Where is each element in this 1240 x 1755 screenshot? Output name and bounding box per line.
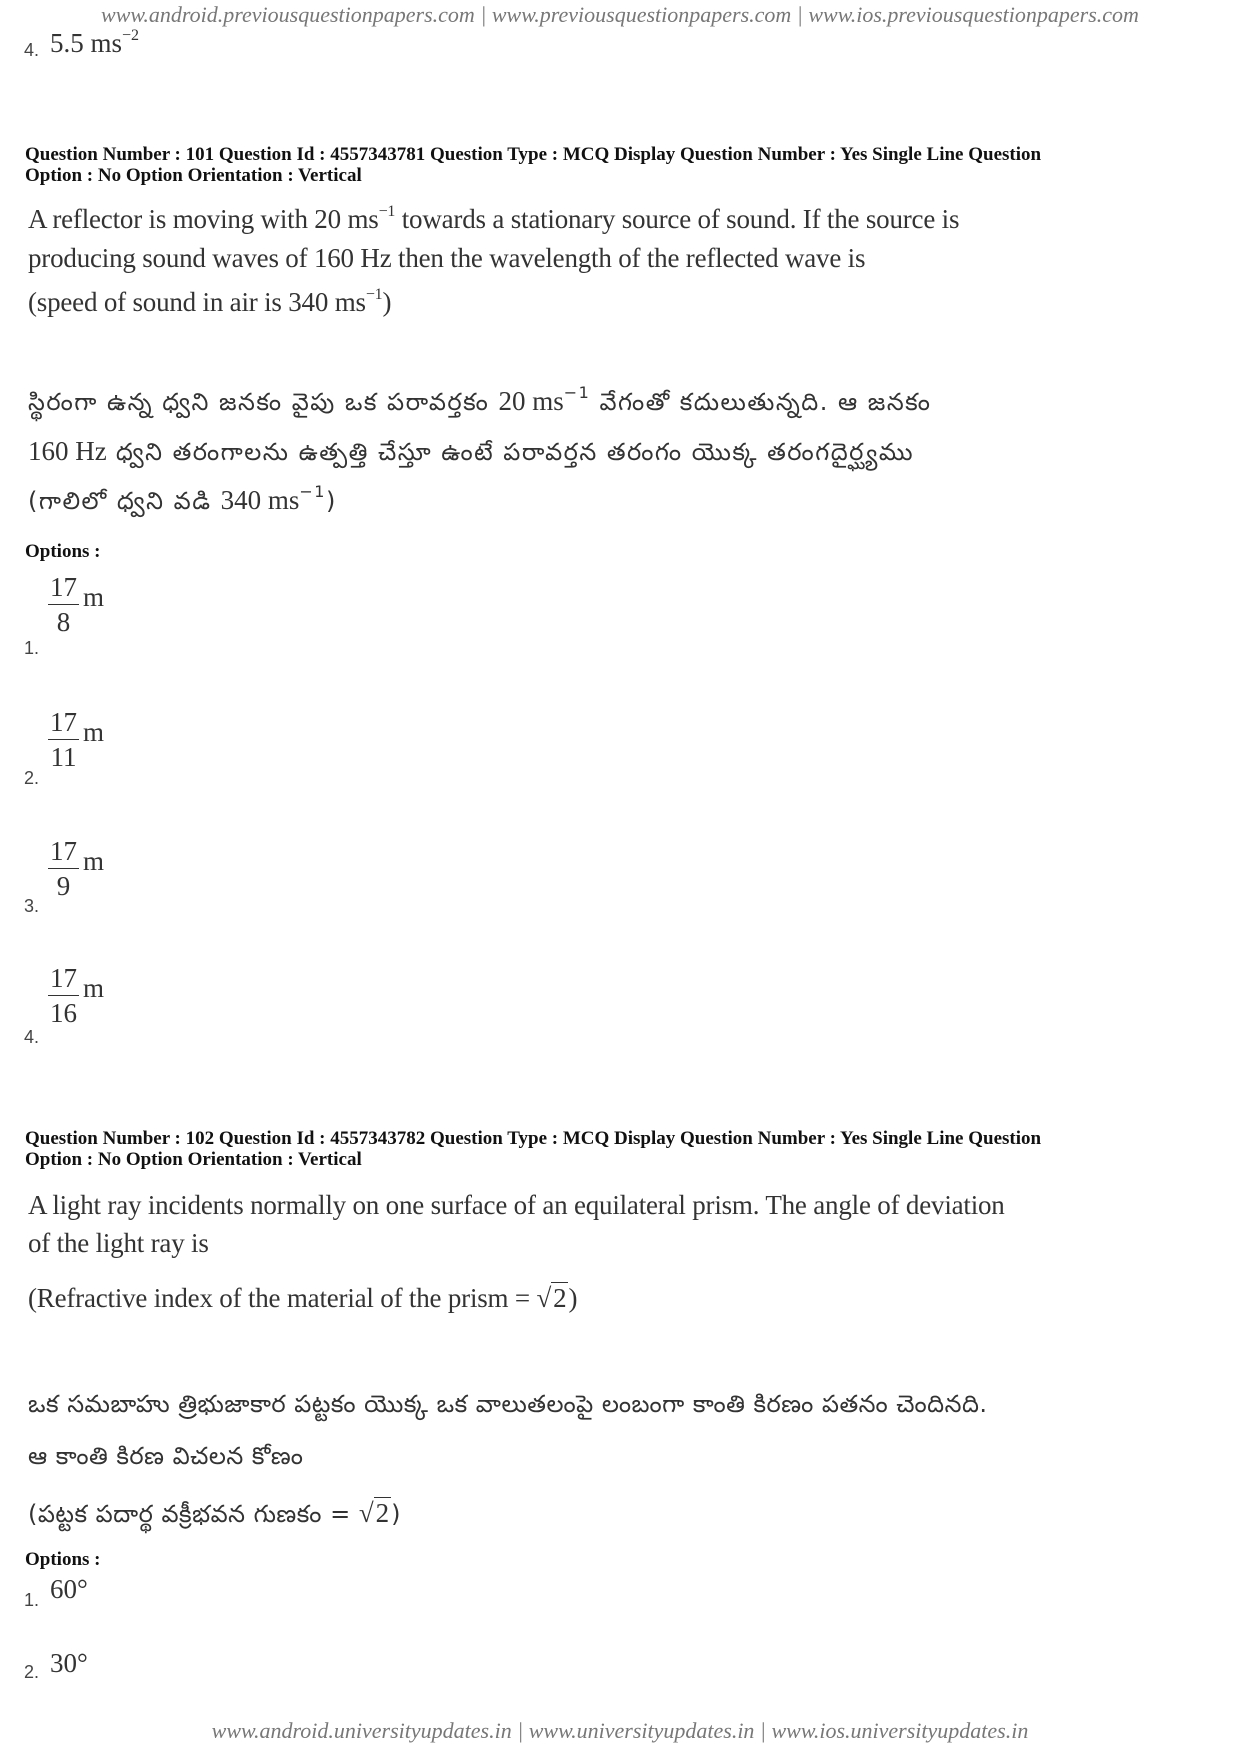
prev-option-number: 4. xyxy=(24,40,40,60)
q101-option-1-number[interactable]: 1. xyxy=(24,638,40,658)
q101-meta: Question Number : 101 Question Id : 4557343781 Question Type : MCQ Display Question Number : Yes Single Line Question Option : No Option Orientation : Vertical xyxy=(25,144,1042,186)
prev-option-value: 5.5 $ms^{-2}$ xyxy=(50,27,140,58)
header-watermark-links: www.android.previousquestionpapers.com | www.previousquestionpapers.com | www.ios.previousquestionpapers.com xyxy=(101,2,1139,27)
q102-telugu-line-1: ఒక సమబాహు త్రిభుజాకార పట్టకం యొక్క ఒక వాలుతలంపై లంబంగా కాంతి కిరణం పతనం చెందినది. xyxy=(28,1390,988,1418)
q101-option-1-value[interactable]: $\frac{17}{8}$ m xyxy=(50,572,105,637)
q101-telugu-line-3: (గాలిలో ధ్వని వడి 340 $ms^{-1}$) xyxy=(28,482,337,515)
q101-english-line-1: A reflector is moving with 20 $ms^{-1}$ towards a stationary source of sound. If the source is xyxy=(28,203,960,234)
q101-option-4-number[interactable]: 4. xyxy=(24,1027,40,1047)
q102-english-line-1: A light ray incidents normally on one surface of an equilateral prism. The angle of deviation xyxy=(28,1190,1005,1220)
q101-english-line-2: producing sound waves of 160 Hz then the wavelength of the reflected wave is xyxy=(28,243,866,273)
footer-watermark-links: www.android.universityupdates.in | www.universityupdates.in | www.ios.universityupdates.in xyxy=(211,1718,1029,1743)
q102-telugu-line-2: ఆ కాంతి కిరణ విచలన కోణం xyxy=(28,1442,304,1470)
q101-option-2-number[interactable]: 2. xyxy=(24,768,40,788)
q102-option-2-value[interactable]: 30° xyxy=(50,1648,88,1678)
q102-option-1-value[interactable]: 60° xyxy=(50,1574,88,1604)
q101-options-label: Options : xyxy=(25,541,101,562)
q102-options-label: Options : xyxy=(25,1549,101,1570)
q101-telugu-line-1: స్థిరంగా ఉన్న ధ్వని జనకం వైపు ఒక పరావర్తకం 20 $ms^{-1}$ వేగంతో కదులుతున్నది. ఆ జనకం xyxy=(28,383,932,416)
q101-option-2-value[interactable]: $\frac{17}{11}$ m xyxy=(50,707,105,772)
q102-option-2-number[interactable]: 2. xyxy=(24,1662,40,1682)
sqrt-symbol-telugu: √2 xyxy=(358,1498,390,1528)
q101-option-3-number[interactable]: 3. xyxy=(24,896,40,916)
q102-english-line-2: of the light ray is xyxy=(28,1228,209,1258)
q102-meta: Question Number : 102 Question Id : 4557343782 Question Type : MCQ Display Question Number : Yes Single Line Question Option : No Option Orientation : Vertical xyxy=(25,1128,1042,1170)
q101-english-line-3: (speed of sound in air is 340 $ms^{-1}$) xyxy=(28,286,392,317)
q101-option-4-value[interactable]: $\frac{17}{16}$ m xyxy=(50,963,105,1028)
q102-english-line-3: (Refractive index of the material of the prism = √2) xyxy=(28,1283,578,1313)
q101-telugu-line-2: 160 Hz ధ్వని తరంగాలను ఉత్పత్తి చేస్తూ ఉంటే పరావర్తన తరంగం యొక్క తరంగదైర్ఘ్యము xyxy=(28,436,915,466)
sqrt-symbol: √2 xyxy=(536,1283,567,1313)
q102-option-1-number[interactable]: 1. xyxy=(24,1590,40,1610)
q101-option-3-value[interactable]: $\frac{17}{9}$ m xyxy=(50,836,105,901)
q102-telugu-line-3: (పట్టక పదార్థ వక్రీభవన గుణకం = √2) xyxy=(28,1498,402,1528)
